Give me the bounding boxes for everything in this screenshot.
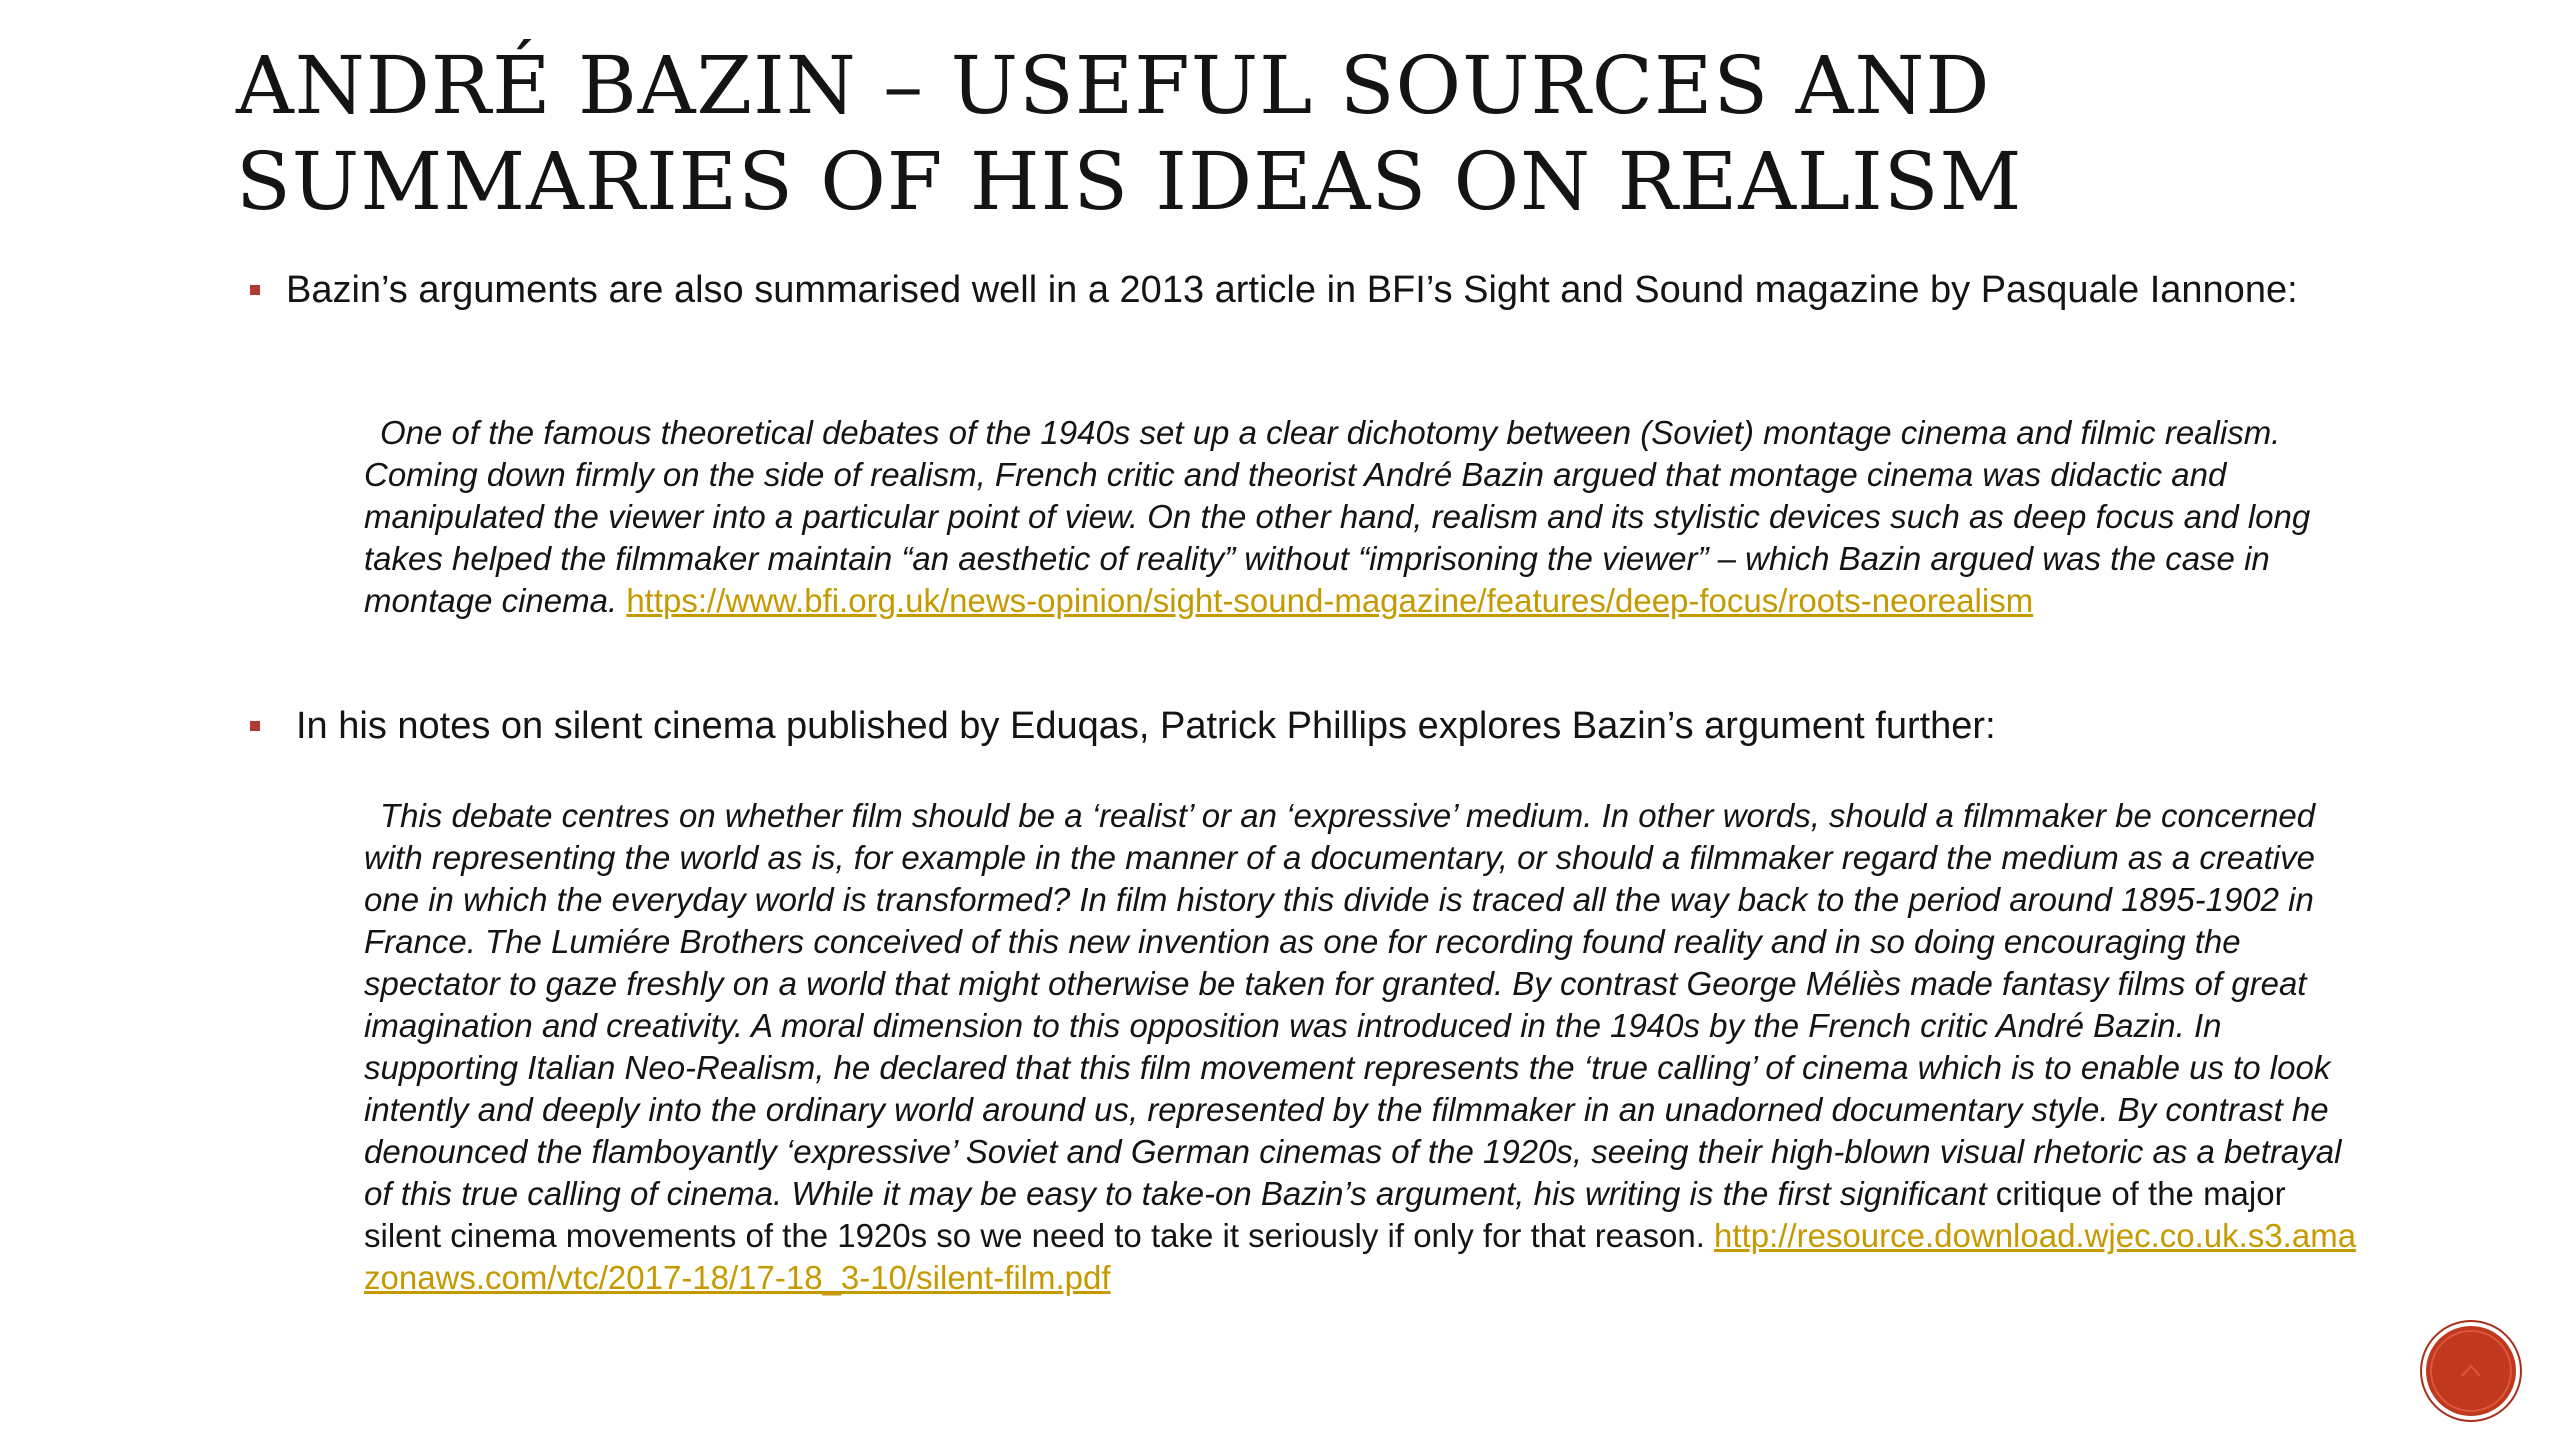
slide-title-line-1: ANDRÉ BAZIN – USEFUL SOURCES AND bbox=[236, 39, 1991, 132]
block-quote-sight-and-sound bbox=[364, 412, 2364, 622]
block-quote-eduqas bbox=[364, 795, 2364, 1299]
slide-title bbox=[236, 38, 2336, 230]
source-link-bfi[interactable]: https://www.bfi.org.uk/news-opinion/sight-sound-magazine/features/deep-focus/roots-neorealism bbox=[626, 582, 2034, 619]
bullet-text: In his notes on silent cinema published by Eduqas, Patrick Phillips explores Bazin’s argument further: bbox=[296, 705, 1996, 747]
quote-text: One of the famous theoretical debates of the 1940s set up a clear dichotomy between (Soviet) montage cinema and filmic realism. Coming down firmly on the side of realism, French critic and theorist André Bazin argued that montage cinema was didactic and manipulated the viewer into a particular point of view. On the other hand, realism and its stylistic devices such as deep focus and long takes helped the filmmaker maintain “an aesthetic of reality” without “imprisoning the viewer” – which Bazin argued was the case in montage cinema. bbox=[364, 414, 2311, 619]
bullet-item-bfi-article bbox=[236, 266, 2366, 314]
bullet-square-icon bbox=[250, 721, 260, 731]
quote-text-upright: critique of the major silent cinema movements of the 1920s so we need to take it seriously if only for that reason. bbox=[364, 1175, 2286, 1254]
bullet-item-eduqas-notes bbox=[236, 702, 2366, 750]
bullet-text: Bazin’s arguments are also summarised well in a 2013 article in BFI’s Sight and Sound magazine by Pasquale Iannone: bbox=[286, 269, 2298, 311]
quote-text-italic: This debate centres on whether film should be a ‘realist’ or an ‘expressive’ medium. In other words, should a filmmaker be concerned with representing the world as is, for example in the manner of a documentary, or should a filmmaker regard the medium as a creative one in which the everyday world is transformed? In film history this divide is traced all the way back to the period around 1895-1902 in France. The Lumiére Brothers conceived of this new invention as one for recording found reality and in so doing encouraging the spectator to gaze freshly on a world that might otherwise be taken for granted. By contrast George Méliès made fantasy films of great imagination and creativity. A moral dimension to this opposition was introduced in the 1940s by the French critic André Bazin. In supporting Italian Neo-Realism, he declared that this film movement represents the ‘true calling’ of cinema which is to enable us to look intently and deeply into the ordinary world around us, represented by the filmmaker in an unadorned documentary style. By contrast he denounced the flamboyantly ‘expressive’ Soviet and German cinemas of the 1920s, seeing their high-blown visual rhetoric as a betrayal of this true calling of cinema. While it may be easy to take-on Bazin’s argument, his writing is the first significant bbox=[364, 797, 2342, 1212]
slide-nav-button[interactable] bbox=[2426, 1326, 2516, 1416]
bullet-square-icon bbox=[250, 285, 260, 295]
source-link-wjec[interactable]: http://resource.download.wjec.co.uk.s3.amazonaws.com/vtc/2017-18/17-18_3-10/silent-film.pdf bbox=[364, 1217, 2357, 1296]
slide-title-line-2: SUMMARIES OF HIS IDEAS ON REALISM bbox=[236, 135, 2023, 228]
slide-nav-icon bbox=[2426, 1326, 2516, 1416]
